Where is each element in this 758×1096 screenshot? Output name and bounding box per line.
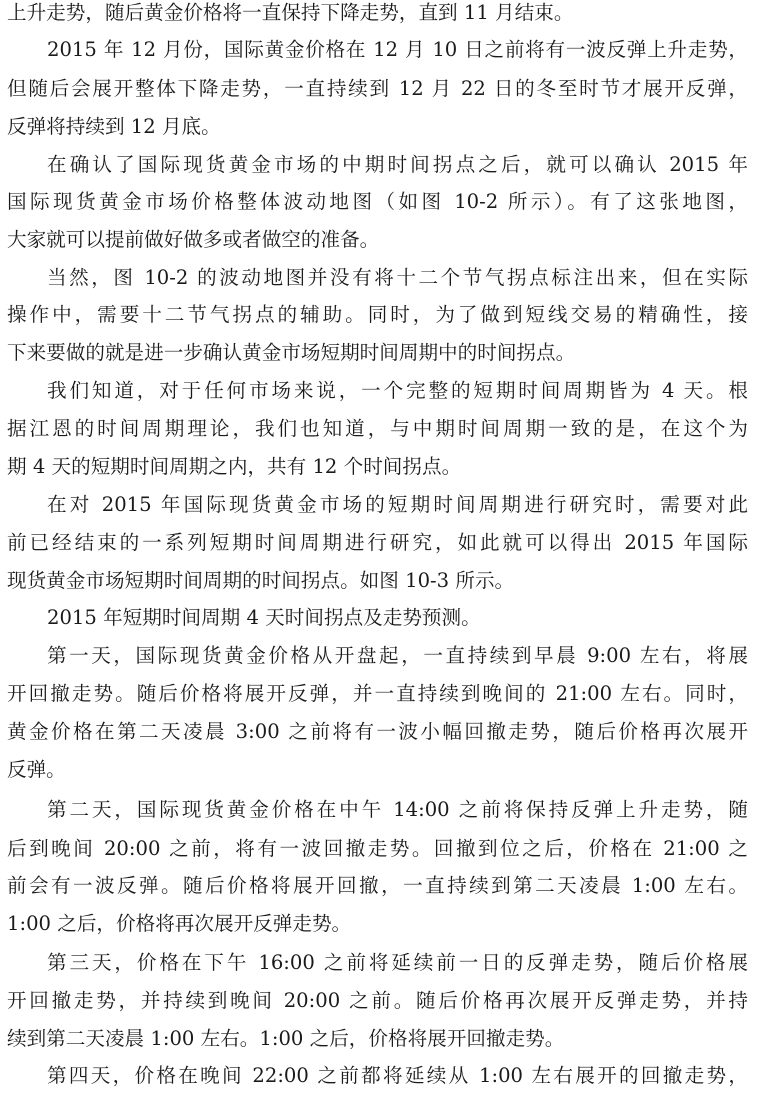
text-line: 我们知道，对于任何市场来说，一个完整的短期时间周期皆为 4 天。根	[47, 379, 748, 402]
text-line: 前会有一波反弹。随后价格将展开回撤，一直持续到第二天凌晨 1:00 左右。	[7, 874, 748, 897]
text-line: 黄金价格在第二天凌晨 3:00 之前将有一波小幅回撤走势，随后价格再次展开	[7, 720, 748, 743]
text-line: 据江恩的时间周期理论，我们也知道，与中期时间周期一致的是，在这个为	[7, 417, 748, 440]
text-line: 2015 年短期时间周期 4 天时间拐点及走势预测。	[47, 606, 481, 629]
text-line: 现货黄金市场短期时间周期的时间拐点。如图 10-3 所示。	[7, 569, 515, 592]
text-line: 当然，图 10-2 的波动地图并没有将十二个节气拐点标注出来，但在实际	[47, 266, 748, 289]
text-line: 大家就可以提前做好做多或者做空的准备。	[7, 228, 380, 251]
text-line: 开回撤走势，并持续到晚间 20:00 之前。随后价格再次展开反弹走势，并持	[7, 989, 748, 1012]
text-line: 在确认了国际现货黄金市场的中期时间拐点之后，就可以确认 2015 年	[47, 153, 748, 176]
text-line: 期 4 天的短期时间周期之内，共有 12 个时间拐点。	[7, 455, 462, 478]
text-line: 开回撤走势。随后价格将展开反弹，并一直持续到晚间的 21:00 左右。同时，	[7, 682, 748, 705]
text-line: 2015 年 12 月份，国际黄金价格在 12 月 10 日之前将有一波反弹上升走势，	[47, 38, 748, 61]
text-line: 第三天，价格在下午 16:00 之前将延续前一日的反弹走势，随后价格展	[47, 951, 748, 974]
text-line: 第四天，价格在晚间 22:00 之前都将延续从 1:00 左右展开的回撤走势，	[47, 1064, 748, 1087]
text-line: 续到第二天凌晨 1:00 左右。1:00 之后，价格将展开回撤走势。	[7, 1027, 565, 1050]
text-line: 操作中，需要十二节气拐点的辅助。同时，为了做到短线交易的精确性，接	[7, 303, 748, 326]
text-line: 第二天，国际现货黄金价格在中午 14:00 之前将保持反弹上升走势，随	[47, 798, 748, 821]
text-line: 上升走势，随后黄金价格将一直保持下降走势，直到 11 月结束。	[7, 1, 574, 24]
text-line: 国际现货黄金市场价格整体波动地图（如图 10-2 所示）。有了这张地图，	[7, 190, 748, 213]
text-line: 下来要做的就是进一步确认黄金市场短期时间周期中的时间拐点。	[7, 341, 576, 364]
text-line: 反弹将持续到 12 月底。	[7, 115, 221, 138]
text-line: 反弹。	[7, 758, 66, 781]
text-line: 后到晚间 20:00 之前，将有一波回撤走势。回撤到位之后，价格在 21:00 之	[7, 837, 748, 860]
text-line: 但随后会展开整体下降走势，一直持续到 12 月 22 日的冬至时节才展开反弹，	[7, 77, 748, 100]
text-line: 前已经结束的一系列短期时间周期进行研究，如此就可以得出 2015 年国际	[7, 531, 748, 554]
text-line: 在对 2015 年国际现货黄金市场的短期时间周期进行研究时，需要对此	[47, 493, 748, 516]
text-line: 第一天，国际现货黄金价格从开盘起，一直持续到早晨 9:00 左右，将展	[47, 644, 748, 667]
text-line: 1:00 之后，价格将再次展开反弹走势。	[7, 912, 352, 935]
